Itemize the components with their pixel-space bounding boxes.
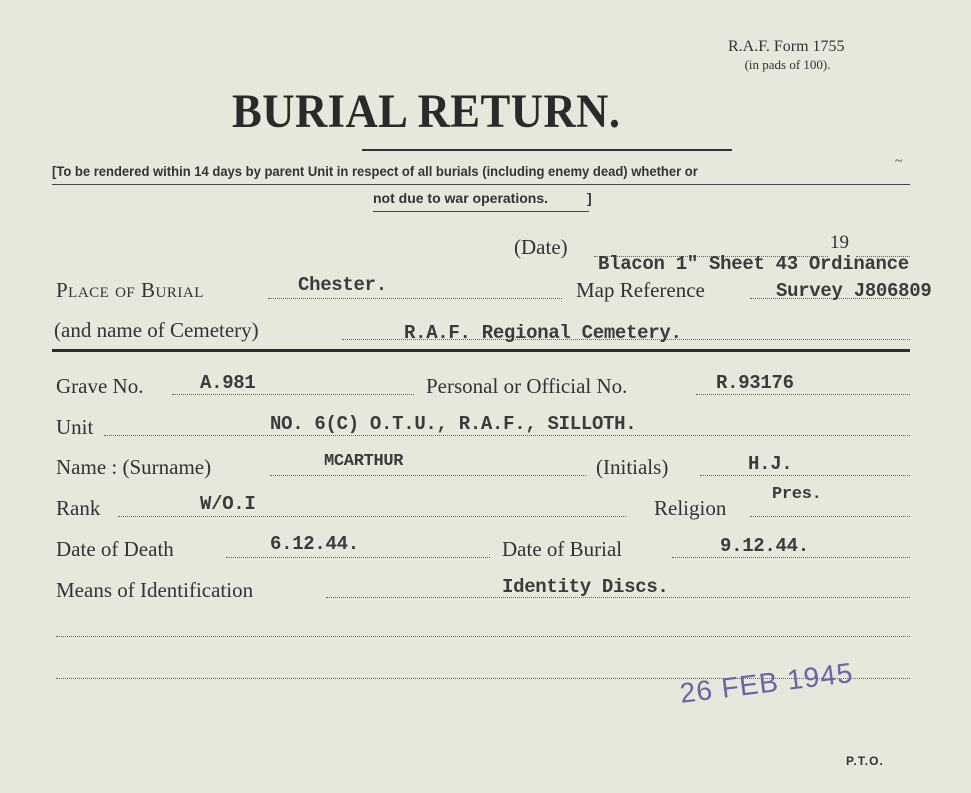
initials-value: H.J. — [748, 453, 793, 475]
identification-label: Means of Identification — [56, 578, 254, 602]
personal-no-dots — [696, 394, 910, 395]
unit-value: NO. 6(C) O.T.U., R.A.F., SILLOTH. — [270, 413, 637, 435]
rank-dots — [118, 516, 626, 517]
date-of-death-dots — [226, 557, 490, 558]
instruction-bracket: ] — [587, 190, 592, 206]
initials-dots — [700, 475, 910, 476]
date-of-burial-label: Date of Burial — [502, 537, 623, 561]
pto-note: P.T.O. — [846, 754, 884, 768]
rank-value: W/O.I — [200, 493, 256, 515]
religion-dots — [750, 516, 910, 517]
grave-no-dots — [172, 394, 414, 395]
date-of-burial-value: 9.12.44. — [720, 535, 809, 557]
identification-value: Identity Discs. — [502, 576, 669, 598]
unit-dots — [104, 435, 910, 436]
grave-no-label: Grave No. — [56, 374, 144, 398]
year-prefix: 19 — [830, 232, 849, 253]
place-of-burial-dots — [268, 298, 562, 299]
personal-no-label: Personal or Official No. — [426, 374, 628, 398]
form-title: BURIAL RETURN. — [232, 85, 621, 138]
surname-value: MCARTHUR — [324, 452, 404, 471]
blank-line-1 — [56, 636, 910, 637]
rank-label: Rank — [56, 496, 101, 520]
instruction-underline-2 — [373, 211, 589, 212]
received-date-stamp: 26 FEB 1945 — [678, 656, 855, 709]
map-reference-label: Map Reference — [576, 278, 705, 302]
form-number-block — [728, 38, 845, 74]
initials-label: (Initials) — [596, 455, 669, 479]
pen-tick-mark: ~ — [895, 154, 903, 169]
map-reference-value-line2: Survey J806809 — [776, 280, 932, 302]
surname-label: Name : (Surname) — [56, 455, 212, 479]
date-of-death-value: 6.12.44. — [270, 533, 359, 555]
cemetery-label: (and name of Cemetery) — [54, 318, 259, 342]
form-number: R.A.F. Form 1755 — [728, 38, 845, 55]
date-label: (Date) — [514, 235, 568, 259]
date-of-death-label: Date of Death — [56, 537, 174, 561]
title-underline — [362, 149, 732, 151]
grave-no-value: A.981 — [200, 372, 256, 394]
place-of-burial-label: Place of Burial — [56, 278, 204, 302]
instruction-line-2: not due to war operations. — [373, 190, 549, 206]
surname-dots — [270, 475, 586, 476]
date-of-burial-dots — [672, 557, 910, 558]
religion-value: Pres. — [772, 485, 822, 504]
cemetery-value: R.A.F. Regional Cemetery. — [404, 322, 682, 344]
religion-label: Religion — [654, 496, 727, 520]
section-divider — [52, 349, 910, 352]
map-reference-value-line1: Blacon 1" Sheet 43 Ordinance — [598, 253, 909, 275]
place-of-burial-value: Chester. — [298, 274, 387, 296]
pad-note: (in pads of 100). — [744, 57, 831, 72]
unit-label: Unit — [56, 415, 94, 439]
instruction-underline-1 — [52, 184, 910, 185]
instruction-line-1: [To be rendered within 14 days by parent Unit in respect of all burials (including enemy dead) whether or — [52, 163, 698, 179]
personal-no-value: R.93176 — [716, 372, 794, 394]
